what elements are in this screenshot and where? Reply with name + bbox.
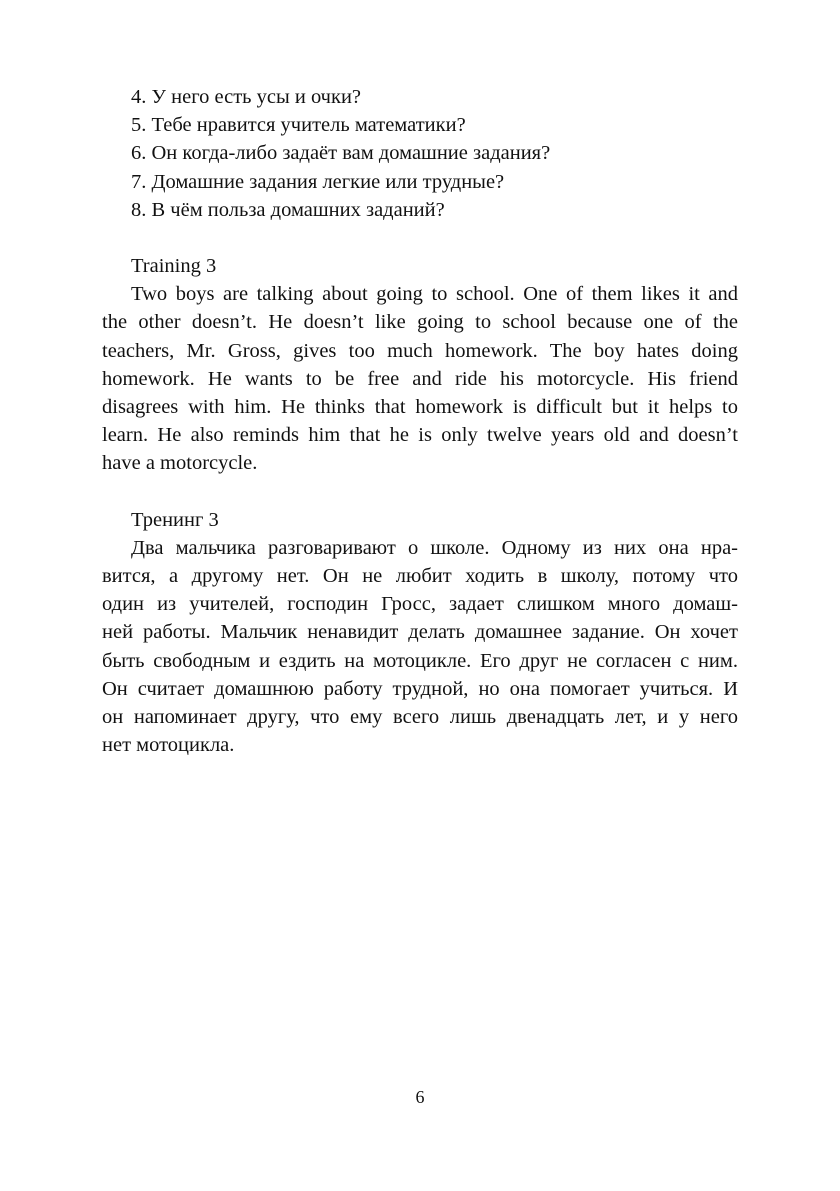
- paragraph-line: нет мотоцикла.: [102, 734, 235, 757]
- question-item: 4. У него есть усы и очки?: [131, 86, 362, 108]
- paragraph-line: have a motorcycle.: [102, 452, 258, 475]
- page-number: 6: [415, 1087, 425, 1107]
- paragraph-line: Два мальчика разговаривают о школе. Одному из них она нра-: [131, 536, 738, 559]
- paragraph-line: Он считает домашнюю работу трудной, но она помогает учиться. И: [102, 677, 738, 700]
- paragraph-line: один из учителей, господин Гросс, задает слишком много домаш-: [102, 593, 738, 616]
- question-item: 5. Тебе нравится учитель математики?: [131, 114, 466, 137]
- paragraph-line: быть свободным и ездить на мотоцикле. Его друг не согласен с ним.: [102, 649, 738, 672]
- paragraph-line: вится, а другому нет. Он не любит ходить в школу, потому что: [102, 565, 738, 588]
- paragraph-line: он напоминает другу, что ему всего лишь двенадцать лет, и у него: [102, 706, 738, 729]
- page-content: [102, 83, 738, 759]
- paragraph-line: homework. He wants to be free and ride his motorcycle. His friend: [102, 367, 738, 390]
- training-english-section: [102, 252, 738, 478]
- question-list: [102, 83, 738, 224]
- paragraph-line: teachers, Mr. Gross, gives too much homework. The boy hates doing: [102, 339, 738, 362]
- paragraph-line: learn. He also reminds him that he is only twelve years old and doesn’t: [102, 424, 738, 447]
- training-english-paragraph: [102, 280, 738, 477]
- training-russian-heading: Тренинг 3: [131, 508, 219, 531]
- training-russian-section: [102, 506, 738, 760]
- paragraph-line: ней работы. Мальчик ненавидит делать домашнее задание. Он хочет: [102, 621, 738, 644]
- training-english-heading: Training 3: [131, 255, 217, 278]
- question-item: 7. Домашние задания легкие или трудные?: [131, 170, 505, 193]
- paragraph-line: disagrees with him. He thinks that homework is difficult but it helps to: [102, 396, 738, 419]
- paragraph-line: Two boys are talking about going to school. One of them likes it and: [131, 283, 738, 306]
- training-russian-paragraph: [102, 534, 738, 760]
- question-item: 6. Он когда-либо задаёт вам домашние задания?: [131, 142, 551, 165]
- paragraph-line: the other doesn’t. He doesn’t like going to school because one of the: [102, 311, 738, 334]
- question-item: 8. В чём польза домашних заданий?: [131, 198, 445, 221]
